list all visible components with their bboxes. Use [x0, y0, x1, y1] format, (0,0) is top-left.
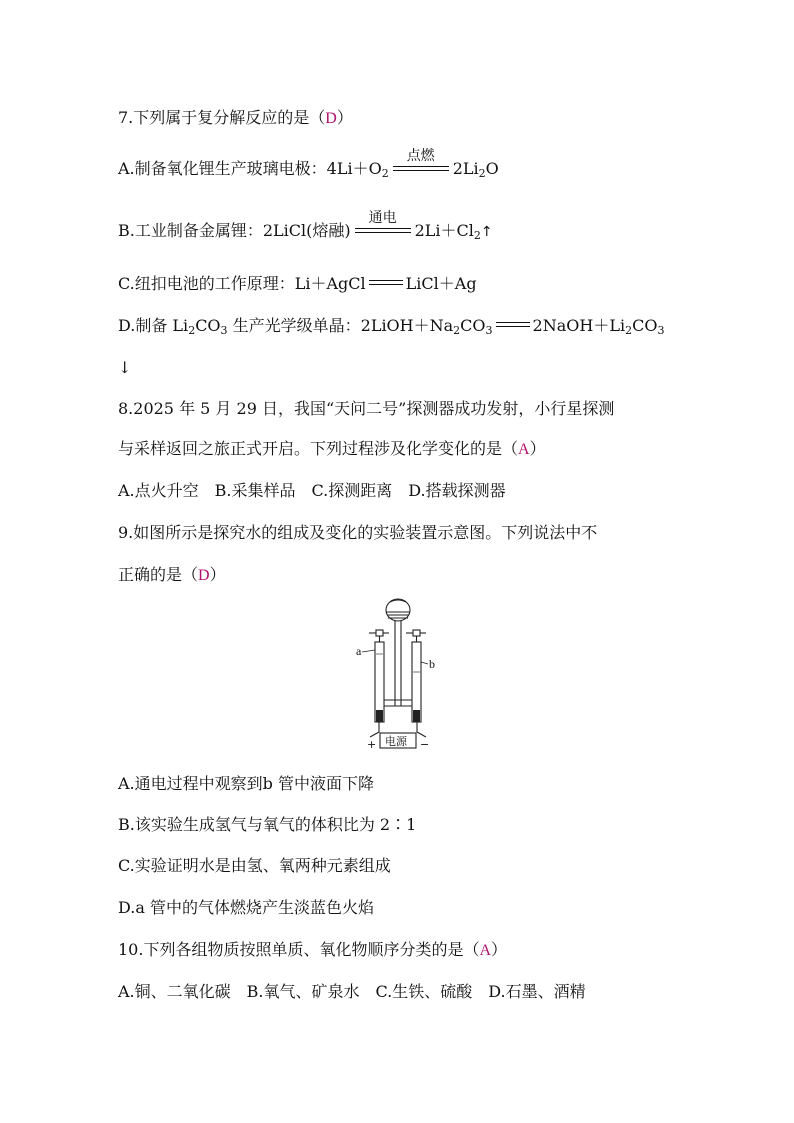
gas-arrow-icon: ↑: [480, 224, 493, 240]
equals-sign: [369, 279, 403, 287]
q8-answer: A: [518, 441, 530, 458]
q7-option-b: B.工业制备金属锂：2LiCl(熔融) 通电 $2Li+Cl_2↑$: [118, 210, 493, 242]
q10-answer: A: [479, 942, 492, 959]
q7-option-a: A.制备氧化锂生产玻璃电极：$4Li+O_2$ 点燃 $2Li_2O$: [118, 148, 499, 180]
q7-option-d: D.制备 $Li_2CO_3$ 生产光学级单晶：$2LiOH+Na_2CO_3$ $2NaOH+Li_2CO_3$: [118, 316, 665, 337]
minus-sign: −: [420, 738, 430, 751]
q8-stem-line2: 与采样返回之旅正式开启。下列过程涉及化学变化的是（A）: [118, 439, 546, 458]
power-label: 电源: [385, 735, 407, 748]
electrolysis-apparatus-figure: [356, 596, 448, 752]
q8-options: A.点火升空 B.采集样品 C.探测距离 D.搭载探测器: [118, 481, 506, 500]
q10-options: A.铜、二氧化碳 B.氧气、矿泉水 C.生铁、硫酸 D.石墨、酒精: [118, 982, 586, 1001]
reaction-condition: 通电: [355, 220, 411, 240]
q7-answer: D: [325, 110, 337, 127]
q9-answer: D: [198, 567, 210, 584]
plus-sign: +: [367, 738, 377, 751]
q7-stem: 7.下列属于复分解反应的是（D）: [118, 108, 353, 127]
reaction-condition: 点燃: [393, 158, 449, 178]
q7-option-c: C.纽扣电池的工作原理：Li＋AgCl LiCl＋Ag: [118, 274, 477, 293]
q9-option-d: D.a 管中的气体燃烧产生淡蓝色火焰: [118, 898, 374, 917]
q9-stem-line2: 正确的是（D）: [118, 565, 226, 584]
q9-option-c: C.实验证明水是由氢、氧两种元素组成: [118, 856, 391, 875]
q9-stem-line1: 9.如图所示是探究水的组成及变化的实验装置示意图。下列说法中不: [118, 523, 598, 542]
q10-stem: 10.下列各组物质按照单质、氧化物顺序分类的是（A）: [118, 940, 508, 959]
precipitate-arrow-icon: ↓: [118, 358, 132, 377]
q8-stem-line1: 8.2025 年 5 月 29 日，我国“天问二号”探测器成功发射，小行星探测: [118, 399, 615, 418]
equals-sign: [496, 321, 530, 329]
q9-option-b: B.该实验生成氢气与氧气的体积比为 2∶1: [118, 815, 417, 834]
label-a: a: [356, 644, 362, 658]
label-b: b: [429, 657, 435, 671]
q9-option-a: A.通电过程中观察到b 管中液面下降: [118, 774, 374, 793]
